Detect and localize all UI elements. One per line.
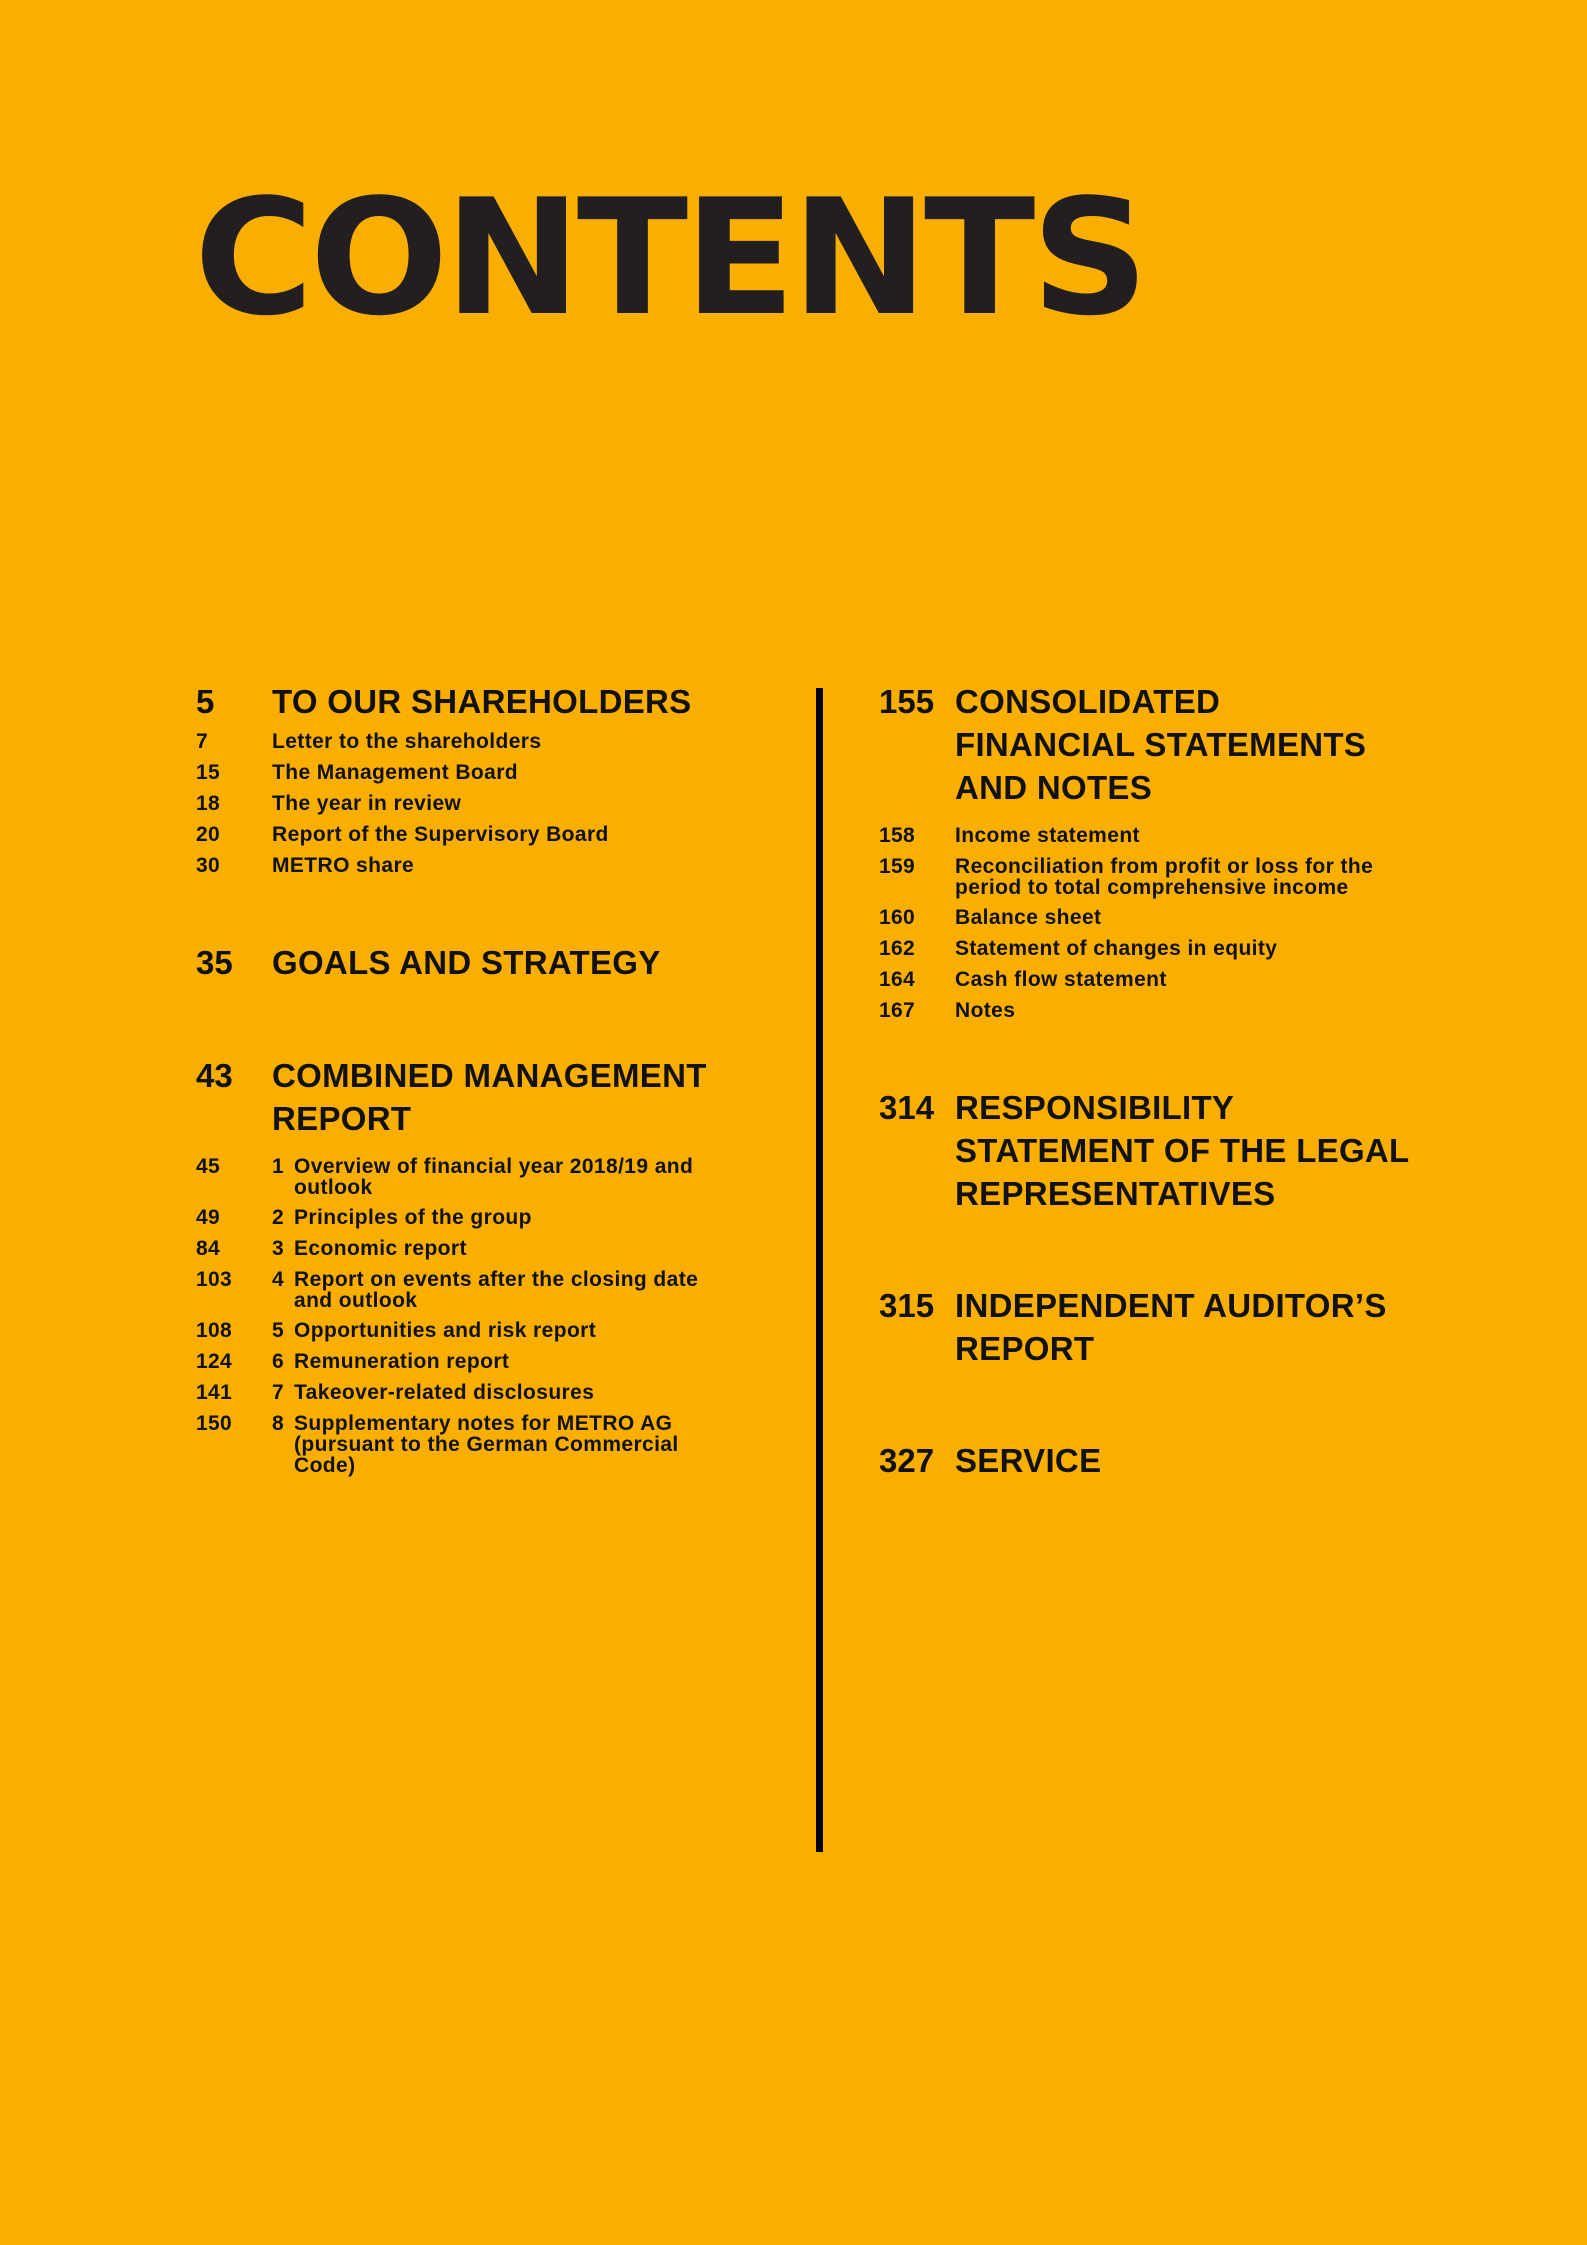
item-page-number: 124 — [196, 1350, 232, 1373]
item-chapter-number: 2 — [272, 1206, 285, 1229]
item-title: Remuneration report — [294, 1350, 510, 1373]
section-heading[interactable] — [196, 941, 756, 984]
toc-left-column — [196, 680, 756, 1485]
toc-item[interactable] — [196, 762, 756, 784]
toc-item[interactable] — [196, 1156, 756, 1198]
item-page-number: 15 — [196, 761, 220, 784]
toc-item[interactable] — [196, 855, 756, 877]
item-chapter-number: 3 — [272, 1237, 285, 1260]
item-page-number: 30 — [196, 854, 220, 877]
toc-item[interactable] — [196, 824, 756, 846]
toc-item[interactable] — [879, 1000, 1499, 1022]
toc-item[interactable] — [196, 731, 756, 753]
item-chapter-number: 5 — [272, 1319, 285, 1342]
item-title: Supplementary notes for METRO AG (pursuant to the German Commercial Code) — [294, 1412, 679, 1477]
item-page-number: 167 — [879, 999, 915, 1022]
section-page-number: 43 — [196, 1057, 233, 1094]
item-title: Economic report — [294, 1237, 467, 1260]
item-title-wrap — [272, 1269, 698, 1311]
item-title: Notes — [955, 999, 1016, 1022]
page-title: CONTENTS — [194, 164, 1145, 351]
item-page-number: 162 — [879, 937, 915, 960]
item-page-number: 159 — [879, 855, 915, 878]
section-title: COMBINED MANAGEMENT REPORT — [272, 1057, 707, 1137]
item-title-wrap — [272, 1382, 594, 1403]
item-page-number: 150 — [196, 1412, 232, 1435]
item-title: Report of the Supervisory Board — [272, 823, 609, 846]
item-title: Report on events after the closing date and outlook — [294, 1268, 699, 1312]
item-chapter-number: 6 — [272, 1350, 285, 1373]
section-title: RESPONSIBILITY STATEMENT OF THE LEGAL REPRESENTATIVES — [955, 1089, 1410, 1212]
section-items — [196, 731, 756, 877]
toc-item[interactable] — [879, 825, 1499, 847]
section-heading[interactable] — [196, 1054, 756, 1140]
item-page-number: 18 — [196, 792, 220, 815]
section-title: CONSOLIDATED FINANCIAL STATEMENTS AND NOTES — [955, 683, 1367, 806]
item-title: Income statement — [955, 824, 1140, 847]
toc-item[interactable] — [879, 907, 1499, 929]
toc-section-to-our-shareholders — [196, 680, 756, 877]
toc-section-consolidated-financial-statements — [879, 680, 1499, 1022]
item-page-number: 49 — [196, 1206, 220, 1229]
section-heading[interactable] — [879, 1439, 1499, 1482]
item-page-number: 45 — [196, 1155, 220, 1178]
item-title: Takeover-related disclosures — [294, 1381, 595, 1404]
toc-right-column — [879, 680, 1499, 1482]
toc-section-responsibility-statement — [879, 1086, 1499, 1215]
item-title-wrap — [272, 1238, 467, 1259]
toc-item[interactable] — [196, 1320, 756, 1342]
item-page-number: 160 — [879, 906, 915, 929]
section-heading[interactable] — [879, 1086, 1499, 1215]
item-page-number: 158 — [879, 824, 915, 847]
item-title-wrap — [272, 1351, 509, 1372]
section-page-number: 5 — [196, 683, 215, 720]
section-page-number: 155 — [879, 683, 935, 720]
section-heading[interactable] — [196, 680, 756, 723]
item-title: Letter to the shareholders — [272, 730, 542, 753]
item-chapter-number: 7 — [272, 1381, 285, 1404]
section-title: INDEPENDENT AUDITOR’S REPORT — [955, 1287, 1387, 1367]
item-chapter-number: 1 — [272, 1155, 285, 1178]
section-page-number: 327 — [879, 1442, 935, 1479]
toc-section-goals-and-strategy — [196, 941, 756, 984]
item-title: Opportunities and risk report — [294, 1319, 597, 1342]
toc-item[interactable] — [196, 1382, 756, 1404]
item-chapter-number: 8 — [272, 1412, 285, 1435]
toc-item[interactable] — [196, 1238, 756, 1260]
item-page-number: 141 — [196, 1381, 232, 1404]
section-items — [879, 825, 1499, 1022]
item-title: The year in review — [272, 792, 462, 815]
item-title: Overview of financial year 2018/19 and outlook — [294, 1155, 694, 1199]
item-page-number: 103 — [196, 1268, 232, 1291]
toc-item[interactable] — [879, 856, 1499, 898]
section-heading[interactable] — [879, 1284, 1499, 1370]
item-page-number: 7 — [196, 730, 208, 753]
toc-section-independent-auditors-report — [879, 1284, 1499, 1370]
toc-item[interactable] — [879, 969, 1499, 991]
item-page-number: 164 — [879, 968, 915, 991]
toc-item[interactable] — [196, 1413, 756, 1476]
toc-item[interactable] — [196, 1207, 756, 1229]
section-title: GOALS AND STRATEGY — [272, 944, 661, 981]
item-title: Principles of the group — [294, 1206, 532, 1229]
item-title: Balance sheet — [955, 906, 1102, 929]
toc-item[interactable] — [196, 1351, 756, 1373]
item-title: Cash flow statement — [955, 968, 1167, 991]
toc-section-combined-management-report — [196, 1054, 756, 1476]
item-title-wrap — [272, 1413, 679, 1476]
section-title: TO OUR SHAREHOLDERS — [272, 683, 692, 720]
column-divider — [816, 688, 823, 1852]
item-page-number: 20 — [196, 823, 220, 846]
item-title: METRO share — [272, 854, 415, 877]
item-title-wrap — [272, 1207, 532, 1228]
section-page-number: 35 — [196, 944, 233, 981]
item-chapter-number: 4 — [272, 1268, 285, 1291]
item-title-wrap — [272, 1320, 596, 1341]
toc-item[interactable] — [196, 793, 756, 815]
section-page-number: 314 — [879, 1089, 935, 1126]
item-title: The Management Board — [272, 761, 519, 784]
section-heading[interactable] — [879, 680, 1499, 809]
toc-item[interactable] — [879, 938, 1499, 960]
section-page-number: 315 — [879, 1287, 935, 1324]
item-page-number: 84 — [196, 1237, 220, 1260]
item-title-wrap — [272, 1156, 693, 1198]
item-title: Statement of changes in equity — [955, 937, 1278, 960]
toc-item[interactable] — [196, 1269, 756, 1311]
section-items — [196, 1156, 756, 1476]
item-page-number: 108 — [196, 1319, 232, 1342]
item-title: Reconciliation from profit or loss for the period to total comprehensive income — [955, 855, 1374, 899]
toc-section-service — [879, 1439, 1499, 1482]
section-title: SERVICE — [955, 1442, 1102, 1479]
